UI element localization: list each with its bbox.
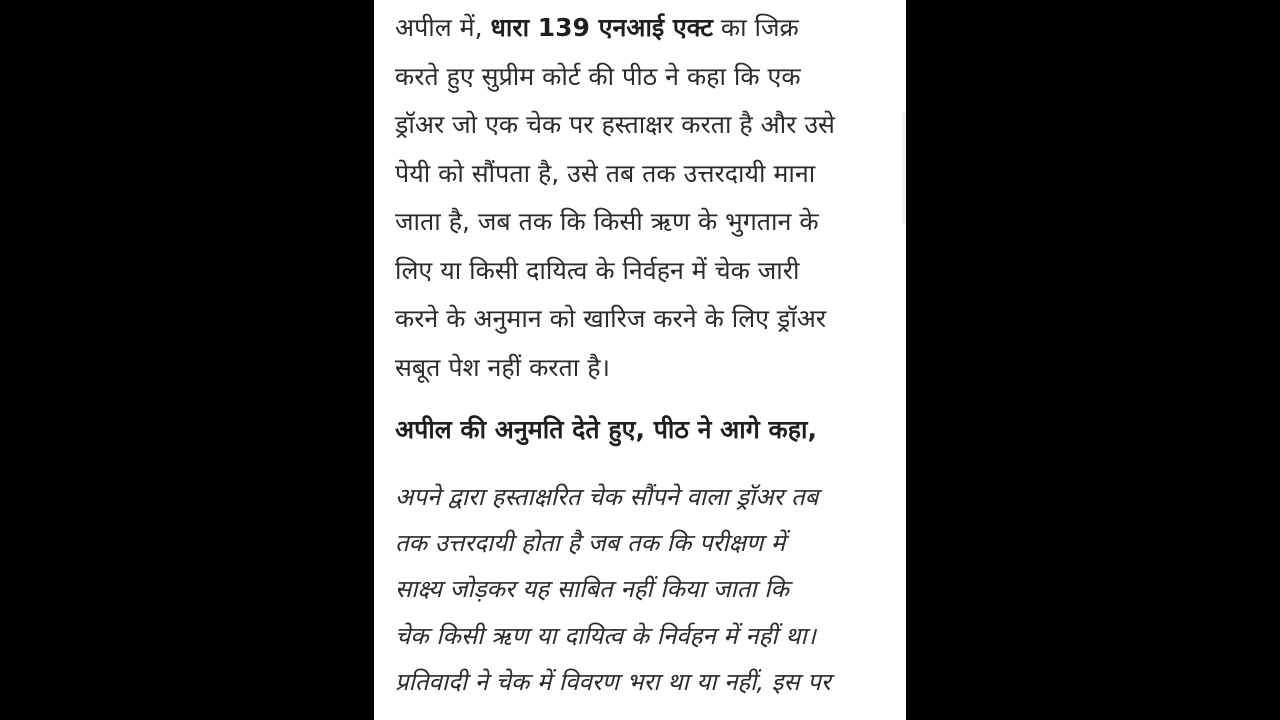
paragraph-line: ड्रॉअर जो एक चेक पर हस्ताक्षर करता है और उसे xyxy=(395,110,835,139)
paragraph-line: जाता है, जब तक कि किसी ऋण के भुगतान के xyxy=(395,207,819,236)
article-body xyxy=(395,4,895,705)
article-page xyxy=(374,0,906,720)
paragraph-line: लिए या किसी दायित्व के निर्वहन में चेक जारी xyxy=(395,255,800,285)
quote-line: अपने द्वारा हस्ताक्षरित चेक सौंपने वाला ड्रॉअर तब xyxy=(395,483,819,511)
quote-line: चेक किसी ऋण या दायित्व के निर्वहन में नहीं था। xyxy=(395,621,816,650)
quote-line: प्रतिवादी ने चेक में विवरण भरा था या नहीं, इस पर xyxy=(395,667,831,696)
paragraph-line: अपील में, धारा 139 एनआई एक्ट का जिक्र xyxy=(395,13,799,42)
quoted-judgment xyxy=(395,474,895,705)
section-heading: अपील की अनुमति देते हुए, पीठ ने आगे कहा, xyxy=(395,415,817,444)
quote-line: तक उत्तरदायी होता है जब तक कि परीक्षण में xyxy=(395,529,786,558)
quote-line: साक्ष्य जोड़कर यह साबित नहीं किया जाता कि xyxy=(395,575,789,604)
paragraph-line: करते हुए सुप्रीम कोर्ट की पीठ ने कहा कि एक xyxy=(395,61,801,91)
paragraph-line: पेयी को सौंपता है, उसे तब तक उत्तरदायी माना xyxy=(395,158,816,188)
paragraph-line: सबूत पेश नहीं करता है। xyxy=(395,352,610,382)
section-139-reference: धारा 139 एनआई एक्ट xyxy=(490,13,713,42)
paragraph-line: करने के अनुमान को खारिज करने के लिए ड्रॉअर xyxy=(395,304,827,333)
paragraph-section-139 xyxy=(395,4,895,392)
scrollbar-track xyxy=(902,112,906,224)
